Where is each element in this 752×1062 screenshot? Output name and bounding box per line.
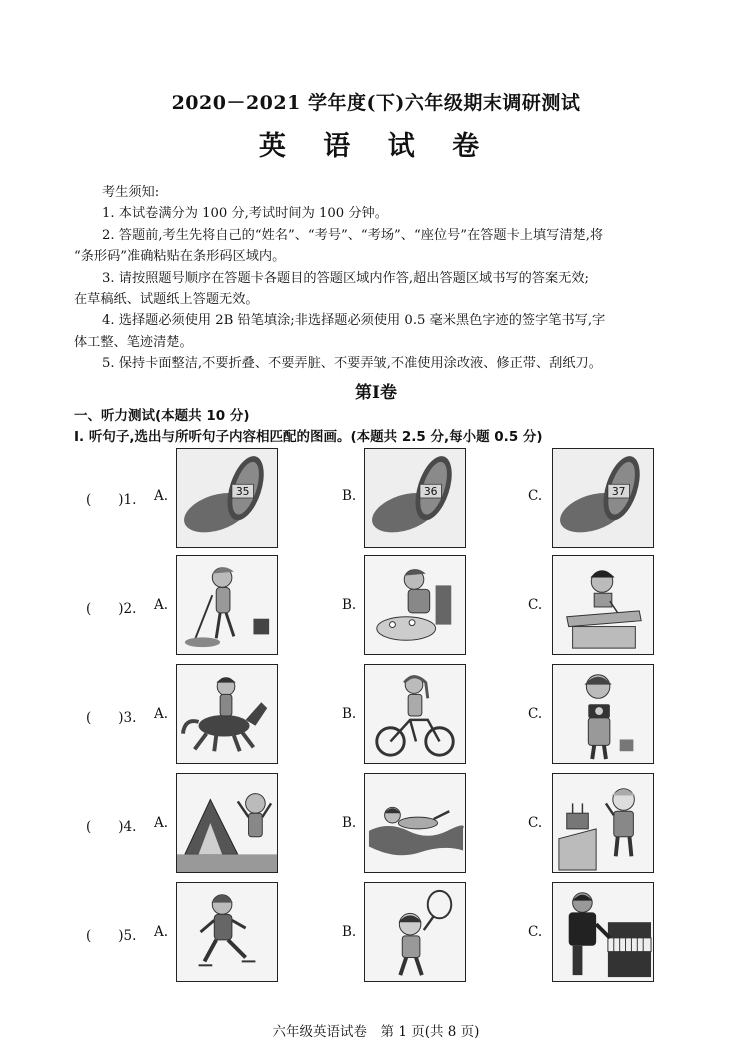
camera-icon [553,665,653,763]
question-row-3 [0,664,752,768]
horse-icon [177,665,277,763]
picture-shoe-c[interactable] [552,448,654,548]
picture-girl-writing[interactable] [552,555,654,655]
picture-swimming[interactable] [364,773,466,873]
notice-item: 5. 保持卡面整洁,不要折叠、不要弄脏、不要弄皱,不准使用涂改液、修正带、刮纸刀。 [102,356,602,372]
option-label-b: B. [342,924,357,940]
shoe-icon [553,449,653,547]
tent-icon [177,774,277,872]
shoe-size-label: 36 [423,485,438,499]
answer-blank-2[interactable]: ( )2. [86,601,137,617]
option-label-c: C. [528,488,543,504]
shoe-icon [177,449,277,547]
skating-icon [177,883,277,981]
answer-blank-5[interactable]: ( )5. [86,928,137,944]
girl-washing-icon [365,556,465,654]
picture-playing-piano[interactable] [552,882,654,982]
picture-playing-tennis[interactable] [364,882,466,982]
picture-skating[interactable] [176,882,278,982]
option-label-a: A. [154,815,169,831]
option-label-a: A. [154,924,169,940]
question-row-5 [0,882,752,986]
option-label-b: B. [342,815,357,831]
section-title: 一、听力测试(本题共 10 分) [74,408,250,424]
answer-blank-4[interactable]: ( )4. [86,819,137,835]
answer-blank-3[interactable]: ( )3. [86,710,137,726]
notice-item: 4. 选择题必须使用 2B 铅笔填涂;非选择题必须使用 0.5 毫米黑色字迹的签字笔书写,字 [102,313,606,329]
page-footer: 六年级英语试卷 第 1 页(共 8 页) [272,1024,480,1040]
volume-title: 第Ⅰ卷 [355,383,397,403]
picture-girl-washing-clothes[interactable] [364,555,466,655]
option-label-b: B. [342,597,357,613]
picture-boy-with-cake[interactable] [552,773,654,873]
shoe-icon [365,449,465,547]
girl-mopping-icon [177,556,277,654]
answer-blank-1[interactable]: ( )1. [86,492,137,508]
candidate-notice [74,182,688,375]
swimming-icon [365,774,465,872]
notice-item: 体工整、笔迹清楚。 [74,334,193,350]
picture-shoe-b[interactable] [364,448,466,548]
piano-icon [553,883,653,981]
question-row-1 [0,446,752,550]
option-label-b: B. [342,706,357,722]
notice-item: 在草稿纸、试题纸上答题无效。 [74,292,259,308]
picture-girl-mopping[interactable] [176,555,278,655]
notice-heading: 考生须知: [102,185,160,200]
option-label-a: A. [154,488,169,504]
option-label-a: A. [154,706,169,722]
notice-item: 2. 答题前,考生先将自己的“姓名”、“考号”、“考场”、“座位号”在答题卡上填写清楚,将 [102,227,604,243]
picture-camping-tent[interactable] [176,773,278,873]
option-label-c: C. [528,924,543,940]
part-title: I. 听句子,选出与所听句子内容相匹配的图画。(本题共 2.5 分,每小题 0.5 分) [74,429,543,445]
picture-riding-bike[interactable] [364,664,466,764]
option-label-a: A. [154,597,169,613]
picture-riding-horse[interactable] [176,664,278,764]
cake-icon [553,774,653,872]
notice-item: “条形码”准确粘贴在条形码区域内。 [74,249,286,265]
question-row-4 [0,773,752,877]
question-row-2 [0,555,752,659]
shoe-size-label: 37 [611,485,626,499]
bike-icon [365,665,465,763]
shoe-size-label: 35 [235,485,250,499]
option-label-c: C. [528,815,543,831]
tennis-icon [365,883,465,981]
notice-item: 1. 本试卷满分为 100 分,考试时间为 100 分钟。 [102,206,388,222]
exam-subtitle: 英 语 试 卷 [258,131,494,162]
option-label-b: B. [342,488,357,504]
girl-writing-icon [553,556,653,654]
exam-title: 2020－2021 学年度(下)六年级期末调研测试 [171,92,581,114]
option-label-c: C. [528,706,543,722]
option-label-c: C. [528,597,543,613]
picture-shoe-a[interactable] [176,448,278,548]
picture-taking-photos[interactable] [552,664,654,764]
notice-item: 3. 请按照题号顺序在答题卡各题目的答题区域内作答,超出答题区域书写的答案无效; [102,270,589,286]
